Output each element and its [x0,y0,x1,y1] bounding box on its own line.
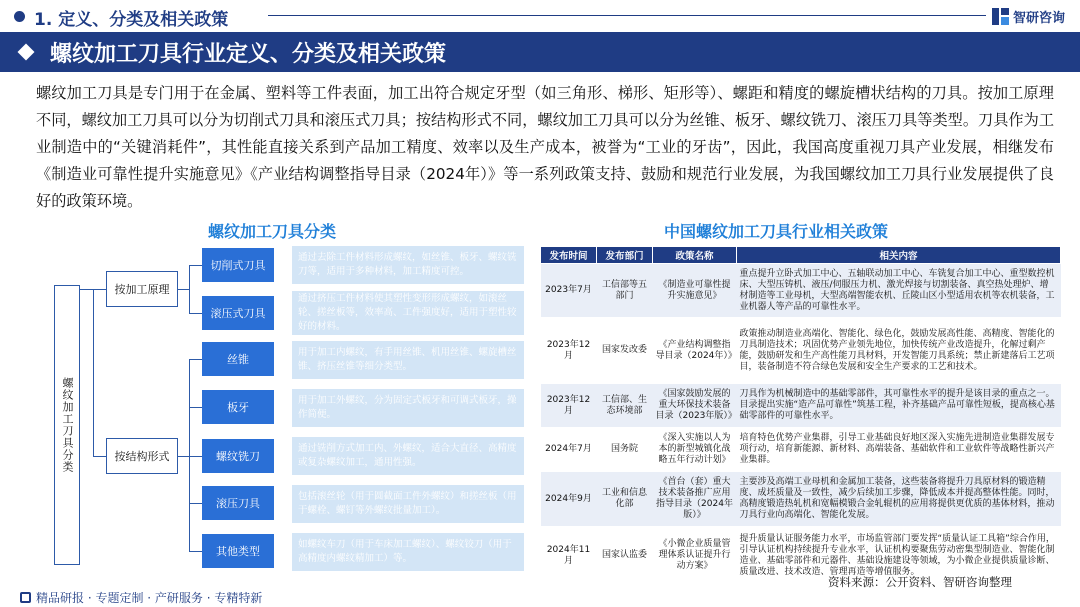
cell-dept: 工信部、生态环境部 [597,384,653,428]
classification-heading: 螺纹加工刀具分类 [208,222,337,241]
cell-dept: 国家认监委 [597,527,653,585]
connector [80,289,93,290]
connector [93,289,94,457]
leaf-rolling-tool-principle: 滚压式刀具 [202,296,274,330]
leaf-rolling-tool-structure: 滚压刀具 [202,486,274,520]
table-row [541,472,1061,527]
logo-icon [992,8,1009,25]
connector [189,265,190,314]
leaf-tap: 丝锥 [202,342,274,376]
diamond-icon [18,44,35,61]
cell-date: 2024年11月 [541,527,597,585]
cell-dept: 国务院 [597,428,653,472]
top-header [0,0,1080,32]
footer-tagline: 精品研报 · 专题定制 · 产研服务 · 专精特新 [36,591,263,605]
table-row [541,264,1061,318]
column-header: 相关内容 [737,247,1061,264]
table-row [541,384,1061,428]
cell-dept: 工信部等五部门 [597,264,653,318]
source-note: 资料来源：公开资料、智研咨询整理 [828,575,1012,589]
cell-policy-name: 《产业结构调整指导目录（2024年）》 [653,318,737,384]
policy-table [540,246,1061,585]
cell-policy-name: 《国家鼓励发展的重大环保技术装备目录（2023年版）》 [653,384,737,428]
title-banner [0,32,1080,72]
cell-dept: 工业和信息化部 [597,472,653,527]
page-title: 螺纹加工刀具行业定义、分类及相关政策 [50,42,447,67]
cell-content: 主要涉及高端工业母机和金属加工装备，这些装备将提升刀具原材料的锻造精度、成坯质量及一致性，减少后续加工步骤，降低成本并提高整体性能。同时，高精度锻造热轧机和宽幅模锻合金轧辊机的应用将提供更优质的基体材料，推动刀具行业向高端化、智能化发展。 [737,472,1061,527]
leaf-thread-mill: 螺纹铣刀 [202,439,274,473]
connector [93,456,106,457]
header-divider [268,15,986,16]
cell-date: 2024年9月 [541,472,597,527]
leaf-description: 用于加工外螺纹，分为固定式板牙和可调式板牙，操作简便。 [292,389,524,427]
connector [189,551,202,552]
connector [189,359,202,360]
leaf-description: 通过去除工件材料形成螺纹，如丝锥、板牙、螺纹铣刀等，适用于多种材料，加工精度可控。 [292,246,524,284]
group-by-principle: 按加工原理 [106,271,178,307]
column-header: 发布部门 [597,247,653,264]
connector [178,289,189,290]
leaf-description: 用于加工内螺纹，有手用丝锥、机用丝锥、螺旋槽丝锥、挤压丝锥等细分类型。 [292,341,524,379]
connector [189,503,202,504]
cell-content: 培育特色优势产业集群，引导工业基础良好地区深入实施先进制造业集群发展专项行动，培育新能源、新材料、高端装备、基础软件和工业软件等战略性新兴产业集群。 [737,428,1061,472]
table-header-row [541,247,1061,264]
cell-date: 2023年7月 [541,264,597,318]
group-by-structure: 按结构形式 [106,438,178,474]
intro-paragraph: 螺纹加工刀具是专门用于在金属、塑料等工件表面，加工出符合规定牙型（如三角形、梯形、矩形等）、螺距和精度的螺旋槽状结构的刀具。按加工原理不同，螺纹加工刀具可以分为切削式刀具和滚压式刀具；按结构形式不同，螺纹加工刀具可以分为丝锥、板牙、螺纹铣刀、滚压刀具等类型。刀具作为工业制造中的“关键消耗件”，其性能直接关系到产品加工精度、效率以及生产成本，被誉为“工业的牙齿”，因此，我国高度重视刀具产业发展，相继发布《制造业可靠性提升实施意见》《产业结构调整指导目录（2024年）》等一系列政策支持、鼓励和规范行业发展，为我国螺纹加工刀具行业发展提供了良好的政策环境。 [36,84,1054,210]
leaf-description: 包括滚丝轮（用于圆截面工件外螺纹）和搓丝板（用于螺栓、螺钉等外螺纹批量加工）。 [292,485,524,523]
cell-content: 重点提升立卧式加工中心、五轴联动加工中心、车铣复合加工中心、重型数控机床、大型压铸机、液压/伺服压力机、激光焊接与切割装备、真空热处理炉、增材制造等工业母机，大型高端智能农机、丘陵山区小型适用农机等农机装备，工业机器人等产品的可靠性水平。 [737,264,1061,318]
column-header: 政策名称 [653,247,737,264]
logo-text: 智研咨询 [1013,10,1066,26]
document-icon [20,592,31,603]
section-bullet-icon [14,11,25,22]
tree-root [54,285,80,565]
connector [189,407,202,408]
table-row [541,318,1061,384]
cell-date: 2024年7月 [541,428,597,472]
cell-content: 政策推动制造业高端化、智能化、绿色化，鼓励发展高性能、高精度、智能化的刀具制造技术；巩固优势产业领先地位，加快传统产业改造提升，化解过剩产能，鼓励研发和生产高性能刀具材料，开发智能刀具系统；禁止新建落后工艺项目，装备制造不符合绿色发展和安全生产要求的工艺和技术。 [737,318,1061,384]
column-header: 发布时间 [541,247,597,264]
cell-dept: 国家发改委 [597,318,653,384]
leaf-die: 板牙 [202,390,274,424]
leaf-description: 通过挤压工件材料使其塑性变形形成螺纹，如滚丝轮、搓丝板等，效率高、工件强度好，适用于塑性较好的材料。 [292,291,524,335]
cell-content: 刀具作为机械制造中的基础零部件，其可靠性水平的提升是该目录的重点之一。目录提出实施“造产品可靠性”筑基工程，补齐基础产品可靠性短板，提高核心基础零部件的可靠性水平。 [737,384,1061,428]
table-row [541,428,1061,472]
connector [178,456,189,457]
connector [189,456,202,457]
leaf-description: 通过铣削方式加工内、外螺纹，适合大直径、高精度或复杂螺纹加工，通用性强。 [292,437,524,475]
cell-content: 提升质量认证服务能力水平，市场监管部门要发挥“质量认证工具箱”综合作用，引导认证机构持续提升专业水平，认证机构要聚焦劳动密集型制造业、智能化制造业、基础零部件和元器件、基础设施建设等领域，为小微企业提供质量诊断、质量改进、技术改造、管理再造等增值服务。 [737,527,1061,585]
cell-policy-name: 《小微企业质量管理体系认证提升行动方案》 [653,527,737,585]
leaf-description: 如螺纹车刀（用于车床加工螺纹）、螺纹铰刀（用于高精度内螺纹精加工）等。 [292,533,524,571]
tree-root-label: 螺纹加工刀具分类 [61,377,74,473]
connector [93,289,106,290]
cell-policy-name: 《制造业可靠性提升实施意见》 [653,264,737,318]
connector [189,313,202,314]
brand-logo [992,6,1065,26]
cell-date: 2023年12月 [541,384,597,428]
policy-heading: 中国螺纹加工刀具行业相关政策 [664,222,889,241]
connector [189,265,202,266]
footer [0,584,1080,607]
section-title: 1. 定义、分类及相关政策 [34,10,229,30]
cell-policy-name: 《首台（套）重大技术装备推广应用指导目录（2024年版）》 [653,472,737,527]
cell-policy-name: 《深入实施以人为本的新型城镇化战略五年行动计划》 [653,428,737,472]
cell-date: 2023年12月 [541,318,597,384]
leaf-other-types: 其他类型 [202,534,274,568]
leaf-cutting-tool: 切削式刀具 [202,248,274,282]
